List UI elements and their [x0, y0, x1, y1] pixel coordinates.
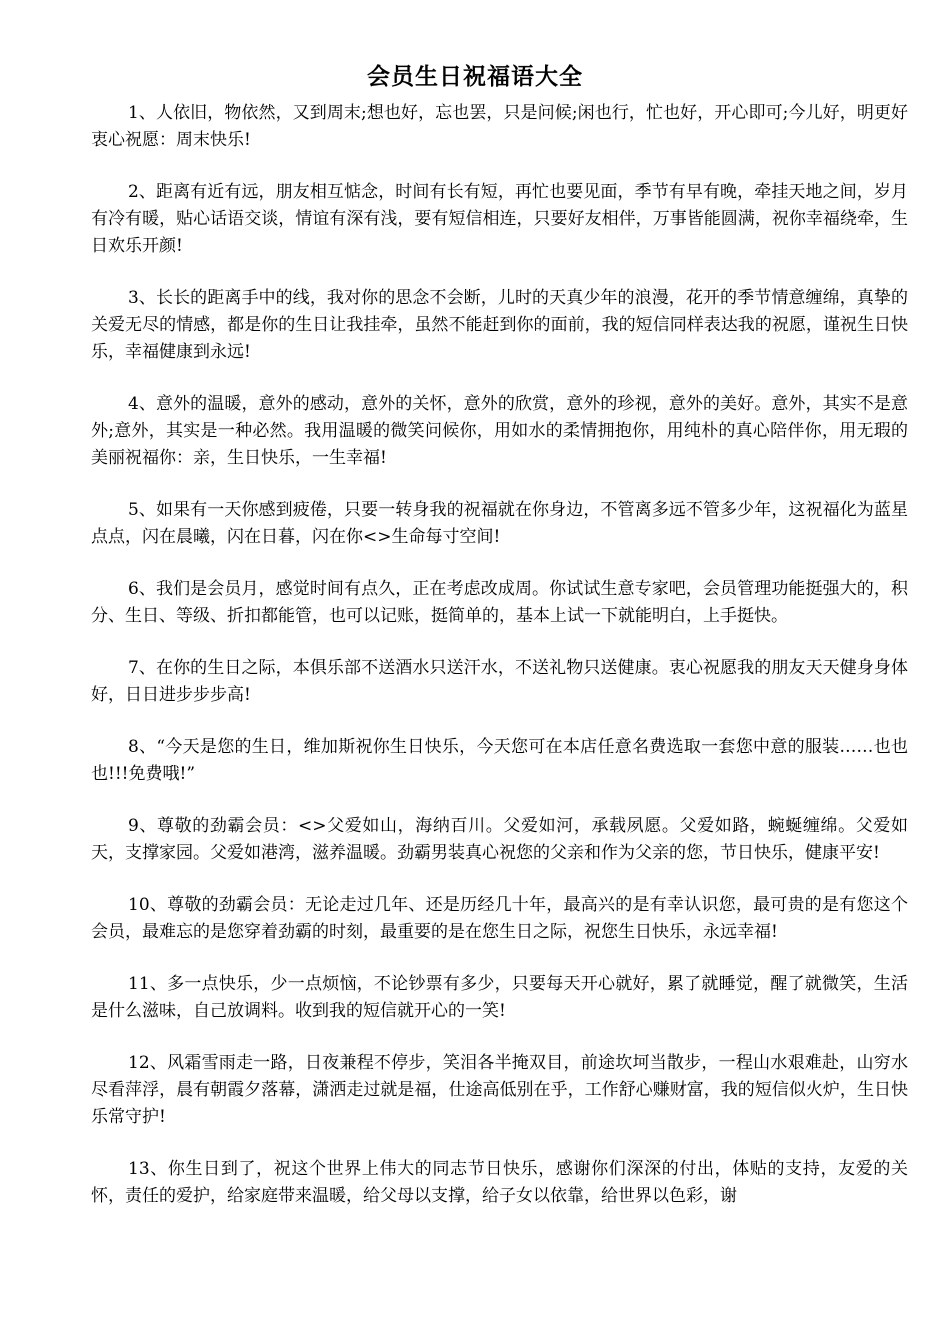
- paragraph-11: 11、多一点快乐，少一点烦恼，不论钞票有多少，只要每天开心就好，累了就睡觉，醒了就微笑，生活是什么滋味，自己放调料。收到我的短信就开心的一笑!: [91, 974, 908, 1021]
- paragraph-13: 13、你生日到了，祝这个世界上伟大的同志节日快乐，感谢你们深深的付出，体贴的支持，友爱的关怀，责任的爱护，给家庭带来温暖，给父母以支撑，给子女以依靠，给世界以色彩，谢: [91, 1159, 908, 1206]
- paragraph-12: 12、风霜雪雨走一路，日夜兼程不停步，笑泪各半掩双目，前途坎坷当散步，一程山水艰难赴，山穷水尽看萍浮，晨有朝霞夕落幕，潇洒走过就是福，仕途高低别在乎，工作舒心赚财富，我的短信似火炉，生日快乐常守护!: [91, 1053, 908, 1127]
- paragraph-10: 10、尊敬的劲霸会员：无论走过几年、还是历经几十年，最高兴的是有幸认识您，最可贵的是有您这个会员，最难忘的是您穿着劲霸的时刻，最重要的是在您生日之际，祝您生日快乐，永远幸福!: [91, 895, 908, 942]
- paragraph-6: 6、我们是会员月，感觉时间有点久，正在考虑改成周。你试试生意专家吧，会员管理功能挺强大的，积分、生日、等级、折扣都能管，也可以记账，挺简单的，基本上试一下就能明白，上手挺快。: [91, 579, 908, 626]
- paragraph-1: 1、人依旧，物依然，又到周末;想也好，忘也罢，只是问候;闲也行，忙也好，开心即可;今儿好，明更好衷心祝愿：周末快乐!: [91, 103, 908, 150]
- page-title: 会员生日祝福语大全: [367, 63, 583, 90]
- paragraph-2: 2、距离有近有远，朋友相互惦念，时间有长有短，再忙也要见面，季节有早有晚，牵挂天地之间，岁月有冷有暖，贴心话语交谈，情谊有深有浅，要有短信相连，只要好友相伴，万事皆能圆满，祝你幸福绕牵，生日欢乐开颜!: [91, 182, 908, 256]
- paragraph-9: 9、尊敬的劲霸会员：<>父爱如山，海纳百川。父爱如河，承载夙愿。父爱如路，蜿蜒缠绵。父爱如天，支撑家园。父爱如港湾，滋养温暖。劲霸男装真心祝您的父亲和作为父亲的您，节日快乐，健康平安!: [91, 816, 908, 863]
- paragraph-7: 7、在你的生日之际，本俱乐部不送酒水只送汗水，不送礼物只送健康。衷心祝愿我的朋友天天健身身体好，日日进步步步高!: [91, 658, 908, 705]
- paragraph-5: 5、如果有一天你感到疲倦，只要一转身我的祝福就在你身边，不管离多远不管多少年，这祝福化为蓝星点点，闪在晨曦，闪在日暮，闪在你<>生命每寸空间!: [91, 500, 908, 547]
- paragraph-8: 8、“今天是您的生日，维加斯祝你生日快乐，今天您可在本店任意名费选取一套您中意的服装……也也也!!!免费哦!”: [91, 737, 908, 784]
- paragraph-3: 3、长长的距离手中的线，我对你的思念不会断，儿时的天真少年的浪漫，花开的季节情意缠绵，真挚的关爱无尽的情感，都是你的生日让我挂牵，虽然不能赶到你的面前，我的短信同样表达我的祝愿，谨祝生日快乐，幸福健康到永远!: [91, 288, 908, 362]
- document-body: [91, 100, 908, 1235]
- paragraph-4: 4、意外的温暖，意外的感动，意外的关怀，意外的欣赏，意外的珍视，意外的美好。意外，其实不是意外;意外，其实是一种必然。我用温暖的微笑问候你，用如水的柔情拥抱你，用纯朴的真心陪伴你，用无瑕的美丽祝福你：亲，生日快乐，一生幸福!: [91, 394, 908, 468]
